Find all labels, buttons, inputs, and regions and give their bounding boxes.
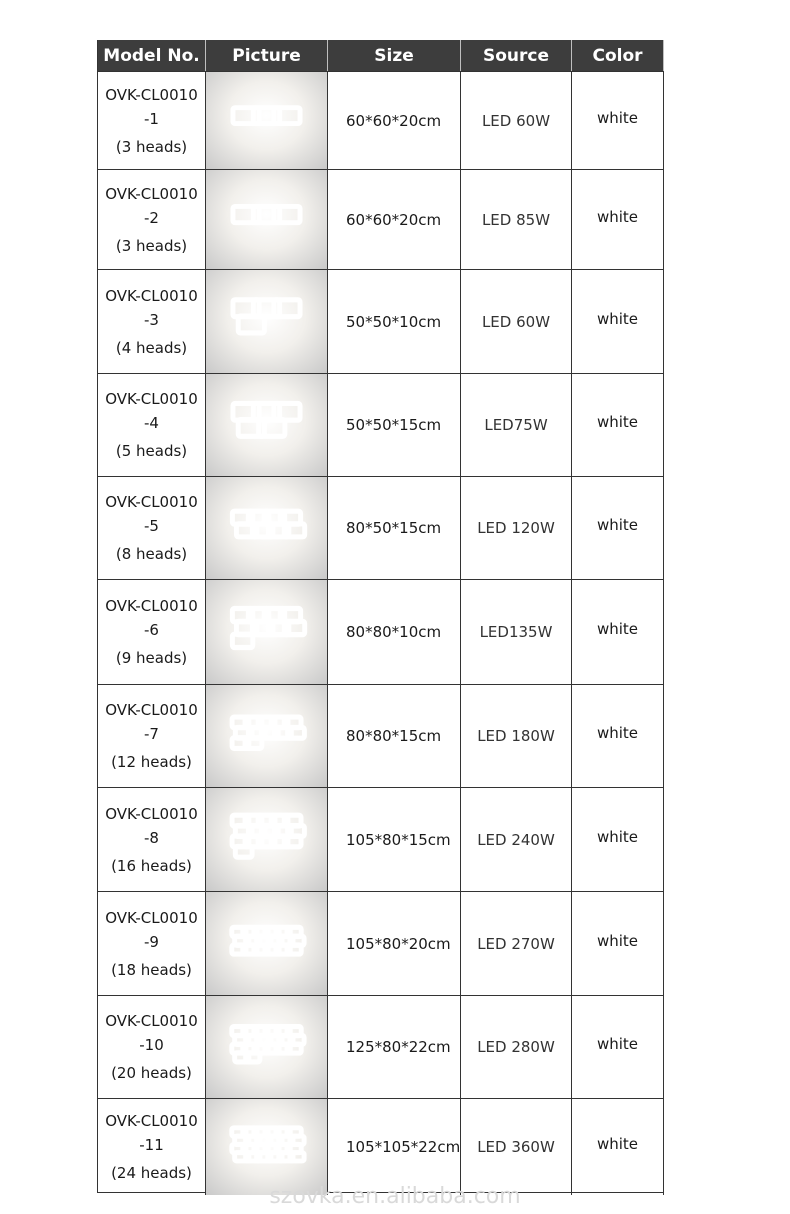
model-suffix: -2 [144, 208, 159, 227]
lamp-head-shape [238, 316, 264, 333]
head-count: (18 heads) [111, 960, 192, 979]
source-cell: LED 270W [461, 891, 572, 995]
ceiling-lamp-image [206, 170, 327, 269]
header-model: Model No. [98, 40, 206, 71]
model-cell [98, 476, 206, 579]
color-cell: white [572, 476, 664, 579]
ceiling-lamp-image [206, 892, 327, 995]
product-picture [206, 891, 328, 995]
model-cell [98, 1098, 206, 1195]
lamp-head-shape [246, 1053, 260, 1062]
color-cell: white [572, 71, 664, 169]
model-suffix: -9 [144, 932, 159, 951]
source-cell: LED 60W [461, 269, 572, 373]
size-cell: 80*80*15cm [328, 684, 461, 787]
header-color: Color [572, 40, 664, 71]
head-count: (3 heads) [115, 137, 188, 156]
head-count: (3 heads) [115, 236, 188, 255]
model-cell [98, 169, 206, 269]
color-cell: white [572, 684, 664, 787]
model-suffix: -6 [144, 621, 159, 639]
head-count: (8 heads) [115, 545, 188, 563]
ceiling-lamp-image [206, 72, 327, 169]
size-cell: 105*80*15cm [328, 787, 461, 891]
source-cell: LED 180W [461, 684, 572, 787]
color-cell: white [572, 891, 664, 995]
ceiling-lamp-image [206, 1099, 327, 1195]
model-cell [98, 787, 206, 891]
model-suffix: -5 [144, 517, 159, 535]
model-suffix: -4 [144, 414, 159, 432]
model-number: OVK-CL0010 [105, 390, 198, 408]
model-suffix: -10 [139, 1036, 164, 1054]
size-cell: 50*50*15cm [328, 373, 461, 476]
product-picture [206, 579, 328, 684]
size-cell: 80*80*10cm [328, 579, 461, 684]
product-picture [206, 169, 328, 269]
product-picture [206, 71, 328, 169]
head-count: (20 heads) [111, 1064, 192, 1082]
model-number: OVK-CL0010 [105, 701, 198, 719]
model-number: OVK-CL0010 [105, 1112, 198, 1130]
source-cell: LED 280W [461, 995, 572, 1098]
color-cell: white [572, 995, 664, 1098]
model-suffix: -1 [144, 109, 159, 128]
model-cell [98, 269, 206, 373]
source-cell: LED135W [461, 579, 572, 684]
product-picture [206, 787, 328, 891]
source-cell: LED 60W [461, 71, 572, 169]
color-cell: white [572, 579, 664, 684]
header-picture: Picture [206, 40, 328, 71]
head-count: (16 heads) [111, 856, 192, 875]
spec-table [97, 40, 663, 1193]
product-picture [206, 269, 328, 373]
model-cell [98, 373, 206, 476]
ceiling-lamp-image [206, 374, 327, 476]
model-suffix: -8 [144, 828, 159, 847]
product-picture [206, 1098, 328, 1195]
size-cell: 80*50*15cm [328, 476, 461, 579]
product-picture [206, 995, 328, 1098]
model-suffix: -3 [144, 310, 159, 329]
model-number: OVK-CL0010 [105, 493, 198, 511]
model-number: OVK-CL0010 [105, 1012, 198, 1030]
color-cell: white [572, 1098, 664, 1195]
model-number: OVK-CL0010 [105, 286, 198, 305]
ceiling-lamp-image [206, 788, 327, 891]
ceiling-lamp-image [206, 580, 327, 684]
color-cell: white [572, 169, 664, 269]
size-cell: 60*60*20cm [328, 169, 461, 269]
product-picture [206, 476, 328, 579]
model-number: OVK-CL0010 [105, 908, 198, 927]
size-cell: 60*60*20cm [328, 71, 461, 169]
ceiling-lamp-image [206, 996, 327, 1098]
lamp-head-shape [232, 634, 252, 647]
head-count: (12 heads) [111, 753, 192, 771]
source-cell: LED 120W [461, 476, 572, 579]
head-count: (9 heads) [115, 649, 188, 667]
watermark: szovka.en.alibaba.com [269, 1184, 521, 1209]
header-source: Source [461, 40, 572, 71]
source-cell: LED 85W [461, 169, 572, 269]
model-cell [98, 579, 206, 684]
size-cell: 105*105*22cm [328, 1098, 461, 1195]
lamp-head-shape [235, 846, 252, 857]
head-count: (5 heads) [115, 442, 188, 460]
head-count: (4 heads) [115, 338, 188, 357]
model-number: OVK-CL0010 [105, 597, 198, 615]
model-cell [98, 71, 206, 169]
lamp-head-shape [290, 1152, 304, 1161]
source-cell: LED 240W [461, 787, 572, 891]
source-cell: LED 360W [461, 1098, 572, 1195]
lamp-head-shape [287, 945, 301, 954]
model-suffix: -7 [144, 725, 159, 743]
lamp-head-shape [287, 1044, 301, 1053]
color-cell: white [572, 787, 664, 891]
source-cell: LED75W [461, 373, 572, 476]
ceiling-lamp-image [206, 477, 327, 579]
head-count: (24 heads) [111, 1164, 192, 1182]
product-picture [206, 684, 328, 787]
color-cell: white [572, 373, 664, 476]
size-cell: 50*50*10cm [328, 269, 461, 373]
ceiling-lamp-image [206, 685, 327, 787]
header-size: Size [328, 40, 461, 71]
size-cell: 105*80*20cm [328, 891, 461, 995]
model-number: OVK-CL0010 [105, 85, 198, 104]
model-cell [98, 684, 206, 787]
model-suffix: -11 [139, 1136, 164, 1154]
size-cell: 125*80*22cm [328, 995, 461, 1098]
product-picture [206, 373, 328, 476]
model-number: OVK-CL0010 [105, 184, 198, 203]
model-cell [98, 891, 206, 995]
color-cell: white [572, 269, 664, 373]
model-number: OVK-CL0010 [105, 804, 198, 823]
model-cell [98, 995, 206, 1098]
ceiling-lamp-image [206, 270, 327, 373]
